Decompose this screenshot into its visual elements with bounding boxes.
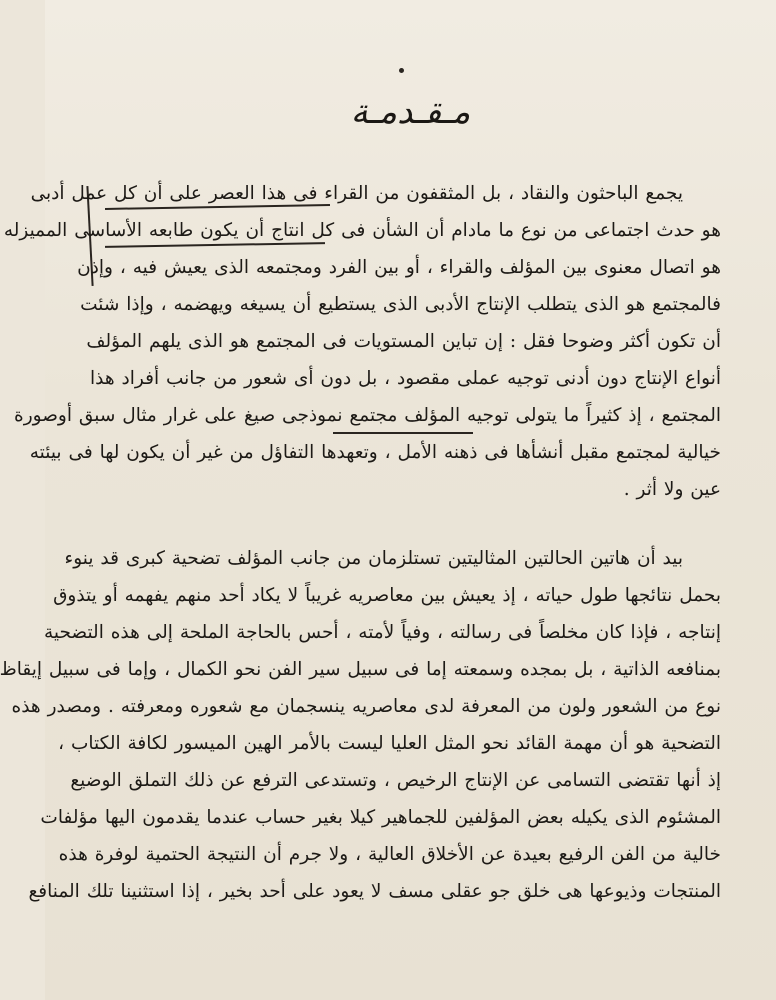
text-line: المشئوم الذى يكيله بعض المؤلفين للجماهير كيلا بغير حساب عندما يقدمون اليها مؤلفات <box>40 807 721 828</box>
page-title: مـقـدمـة <box>350 92 471 132</box>
text-line: أن تكون أكثر وضوحا فقل : إن تباين المستويات فى المجتمع هو الذى يلهم المؤلف <box>86 331 721 352</box>
text-line: عين ولا أثر . <box>623 479 721 500</box>
paragraph-1 <box>3 175 721 508</box>
text-line: فالمجتمع هو الذى يتطلب الإنتاج الأدبى الذى يستطيع أن يسيغه ويهضمه ، وإذا شئت <box>80 294 721 315</box>
text-line: نوع من الشعور ولون من المعرفة لدى معاصريه ينسجمان مع شعوره ومعرفته . ومصدر هذه <box>11 696 721 717</box>
text-line: إنتاجه ، فإذا كان مخلصاً فى رسالته ، وفياً لأمته ، أحس بالحاجة الملحة إلى هذه التضحية <box>43 622 721 643</box>
header-mark <box>399 68 404 73</box>
text-line: خالية من الفن الرفيع بعيدة عن الأخلاق العالية ، ولا جرم أن النتيجة الحتمية لوفرة هذه <box>58 844 721 865</box>
text-line: بيد أن هاتين الحالتين المثاليتين تستلزمان من جانب المؤلف تضحية كبرى قد ينوء <box>64 548 683 569</box>
text-line: أنواع الإنتاج دون أدنى توجيه عملى مقصود ، بل دون أى شعور من جانب أفراد هذا <box>90 368 721 389</box>
text-line: التضحية هو أن مهمة القائد نحو المثل العليا ليست بالأمر الهين الميسور لكافة الكتاب ، <box>58 733 721 754</box>
text-line: بحمل نتائجها طول حياته ، إذ يعيش بين معاصريه غريباً لا يكاد أحد منهم يفهمه أو يتذوق <box>53 585 721 606</box>
text-line: المجتمع ، إذ كثيراً ما يتولى توجيه المؤلف مجتمع نموذجى صيغ على غرار مثال سبق أوصورة <box>14 405 721 426</box>
text-line: يجمع الباحثون والنقاد ، بل المثقفون من القراء فى هذا العصر على أن كل عمل أدبى <box>30 183 683 204</box>
text-line: خيالية لمجتمع مقبل أنشأها فى ذهنه الأمل ، وتعهدها التفاؤل من غير أن يكون لها فى بيئته <box>29 442 721 463</box>
text-line: إذ أنها تقتضى التسامى عن الإنتاج الرخيص ، وتستدعى الترفع عن ذلك التملق الوضيع <box>70 770 721 791</box>
text-line: بمنافعه الذاتية ، بل بمجده وسمعته إما فى سبيل سير الفن نحو الكمال ، وإما فى سبيل إيقاظ <box>0 659 721 680</box>
text-line: المنتجات وذيوعها هى خلق جو عقلى مسف لا يعود على أحد بخير ، إذا استثنينا تلك المنافع <box>28 881 721 902</box>
text-line: هو اتصال معنوى بين المؤلف والقراء ، أو بين الفرد ومجتمعه الذى يعيش فيه ، وإذن <box>77 257 721 278</box>
text-line: هو حدث اجتماعى من نوع ما مادام أن الشأن فى كل انتاج أن يكون طابعه الأساسى المميزله <box>3 220 721 241</box>
paragraph-2 <box>0 540 721 910</box>
